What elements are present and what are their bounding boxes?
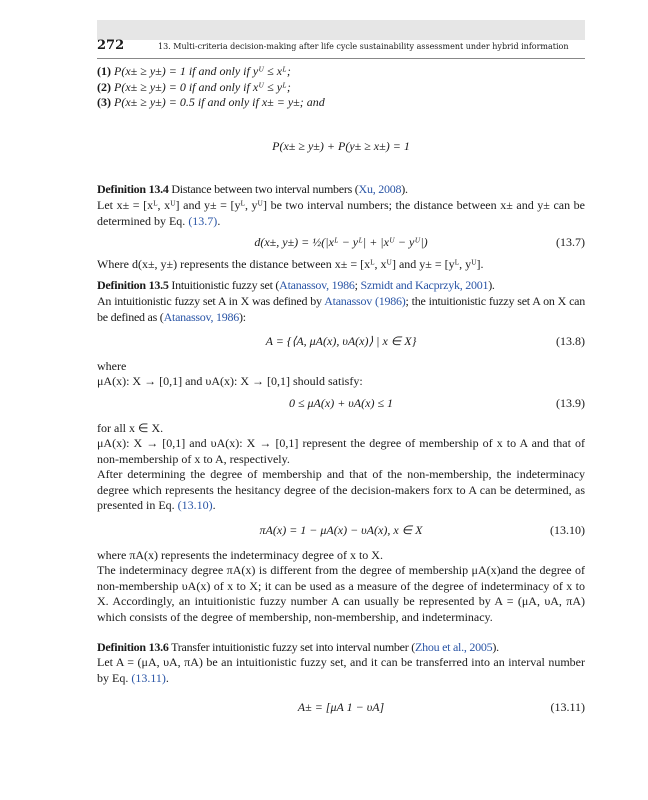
equation-number: (13.7) bbox=[556, 235, 585, 250]
equation-prob-sum: P(x± ≥ y±) + P(y± ≥ x±) = 1 bbox=[272, 138, 410, 153]
page-number: 272 bbox=[97, 38, 125, 53]
indeterminacy-intro: After determining the degree of membership and that of the non-membership, the indeterminacy degree which represents the hesitancy degree of the decision-makers forx to A can be determined, as presented in Eq. (13.10). bbox=[97, 467, 585, 513]
definition-13-4-where: Where d(x±, y±) represents the distance between x± = [xᴸ, xᵁ] and y± = [yᴸ, yᵁ]. bbox=[97, 256, 484, 271]
equation-13-11: A± = [μA 1 − υA] (13.11) bbox=[297, 700, 585, 715]
equation-number: (13.11) bbox=[550, 700, 585, 715]
definition-13-4-text: Let x± = [xᴸ, xᵁ] and y± = [yᴸ, yᵁ] be two interval numbers; the distance between x± and y± can be determined by Eq. (13.7). bbox=[97, 197, 585, 228]
citation-atanassov-1986[interactable]: Atanassov, 1986 bbox=[279, 278, 355, 293]
rule-3: (3) P(x± ≥ y±) = 0.5 if and only if x± = y±; and bbox=[97, 95, 325, 110]
membership-text: μA(x): X → [0,1] and υA(x): X → [0,1] represent the degree of membership of x to A and that of non-membership of x to A, respectively. bbox=[97, 436, 585, 466]
citation-xu-2008[interactable]: Xu, 2008 bbox=[358, 182, 402, 197]
indeterminacy-text: The indeterminacy degree πA(x) is different from the degree of membership μA(x)and the degree of non-membership υA(x) of x to X; it can be used as a measure of the degree of indeterminacy of x to X. Accordingly, an intuitionistic fuzzy number A can usually be represented by A = (μA, υA, πA) which consists of the degree of membership, non-membership, and indeterminacy. bbox=[97, 563, 585, 625]
equation-number: (13.10) bbox=[550, 523, 585, 538]
citation-szmidt-2001[interactable]: Szmidt and Kacprzyk, 2001 bbox=[360, 278, 489, 293]
eq-ref-13-7[interactable]: (13.7) bbox=[188, 213, 218, 228]
eq-ref-13-11[interactable]: (13.11) bbox=[131, 670, 166, 685]
definition-13-6-heading: Definition 13.6 Transfer intuitionistic fuzzy set into interval number (Zhou et al., 2005). bbox=[97, 639, 499, 654]
rule-2: (2) P(x± ≥ y±) = 0 if and only if xᵁ ≤ yᴸ; bbox=[97, 79, 291, 94]
citation-atanassov-1986b[interactable]: Atanassov (1986) bbox=[324, 293, 406, 308]
equation-13-10: πA(x) = 1 − μA(x) − υA(x), x ∈ X (13.10) bbox=[259, 523, 585, 538]
definition-13-4-heading: Definition 13.4 Distance between two interval numbers (Xu, 2008). bbox=[97, 182, 408, 197]
satisfy-text: μA(x): X → [0,1] and υA(x): X → [0,1] should satisfy: bbox=[97, 374, 363, 389]
rule-1: (1) P(x± ≥ y±) = 1 if and only if yᵁ ≤ xᴸ; bbox=[97, 64, 291, 78]
where-pi-text: where πA(x) represents the indeterminacy degree of x to X. bbox=[97, 547, 383, 562]
where-label: where bbox=[97, 358, 127, 373]
equation-number: (13.9) bbox=[556, 395, 585, 410]
definition-13-6-text: Let A = (μA, υA, πA) be an intuitionistic fuzzy set, and it can be transferred into an interval number by Eq. (13.11). bbox=[97, 655, 585, 685]
for-all-text: for all x ∈ X. bbox=[97, 420, 164, 435]
definition-13-5-text: An intuitionistic fuzzy set A in X was defined by Atanassov (1986); the intuitionistic fuzzy set A on X can be defined as (Atanassov, 1986): bbox=[97, 293, 585, 324]
equation-13-7: d(x±, y±) = ½(|xᴸ − yᴸ| + |xᵁ − yᵁ|) (13.7) bbox=[254, 235, 585, 250]
definition-13-5-heading: Definition 13.5 Intuitionistic fuzzy set (Atanassov, 1986; Szmidt and Kacprzyk, 2001). bbox=[97, 278, 495, 293]
header-band bbox=[97, 20, 585, 40]
equation-13-8: A = {⟨A, μA(x), υA(x)⟩ | x ∈ X} (13.8) bbox=[265, 334, 585, 349]
citation-zhou-2005[interactable]: Zhou et al., 2005 bbox=[414, 639, 493, 654]
citation-atanassov-1986c[interactable]: Atanassov, 1986 bbox=[163, 309, 240, 324]
header-rule bbox=[97, 58, 585, 59]
equation-13-9: 0 ≤ μA(x) + υA(x) ≤ 1 (13.9) bbox=[288, 395, 585, 410]
page-body bbox=[97, 64, 585, 716]
equation-number: (13.8) bbox=[556, 334, 585, 349]
eq-ref-13-10[interactable]: (13.10) bbox=[177, 498, 213, 513]
running-head: 13. Multi-criteria decision-making after life cycle sustainability assessment under hybrid information bbox=[158, 42, 569, 51]
